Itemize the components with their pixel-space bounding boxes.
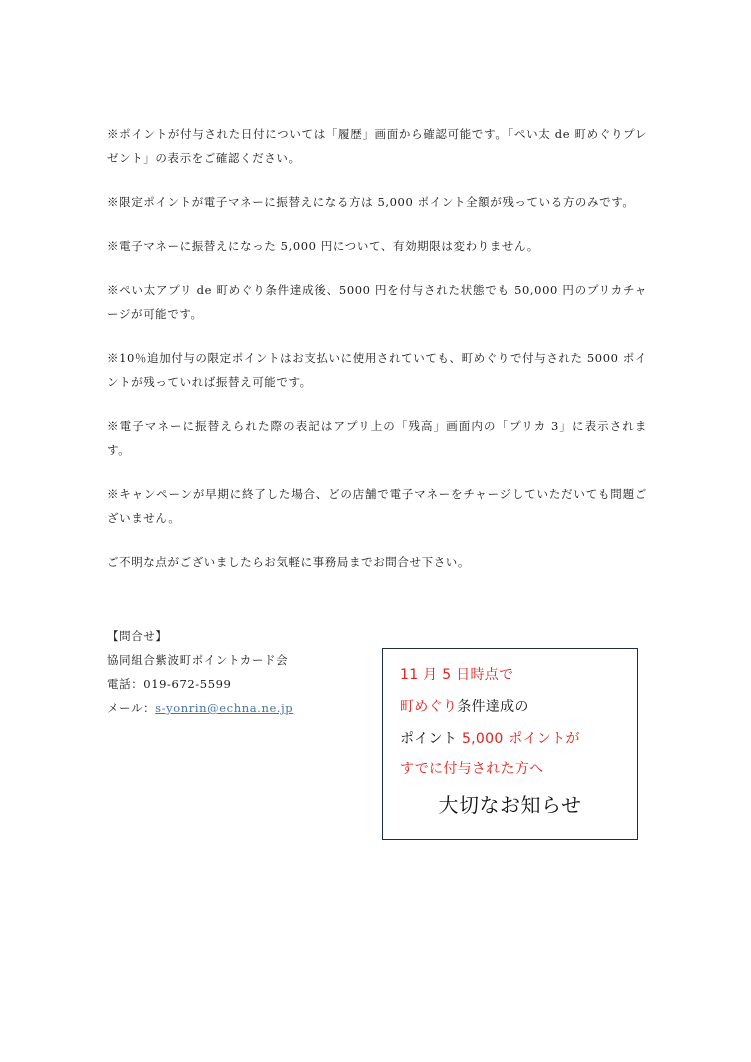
contact-phone: 電話：019-672-5599 (107, 677, 232, 691)
contact-block (107, 624, 377, 720)
notice-point-label: ポイント (400, 731, 458, 747)
notice-machimeguri: 町めぐり (400, 699, 458, 715)
notice-line-points (400, 728, 580, 748)
note-inquiry: ご不明な点がございましたらお気軽に事務局までお問合せ下さい。 (107, 555, 470, 569)
note-bonus-points: ※10％追加付与の限定ポイントはお支払いに使用されていても、町めぐりで付与された 5000 ポイントが残っていれば振替え可能です。 (107, 351, 648, 389)
notice-title: 大切なお知らせ (438, 793, 582, 817)
contact-org: 協同組合紫波町ポイントカード会 (107, 653, 289, 667)
contact-heading: 【問合せ】 (107, 629, 168, 643)
contact-mail-link[interactable]: s-yonrin@echna.ne.jp (155, 701, 294, 715)
note-full-amount: ※限定ポイントが電子マネーに振替えになる方は 5,000 ポイント全額が残っている方のみです。 (107, 195, 635, 209)
important-notice-box (382, 648, 638, 840)
notice-condition-met: 条件達成の (457, 699, 529, 715)
contact-mail-line (107, 696, 377, 720)
contact-mail-label: メール： (107, 701, 156, 715)
note-expiry: ※電子マネーに振替えになった 5,000 円について、有効期限は変わりません。 (107, 239, 539, 253)
notes-section (107, 122, 647, 594)
note-history-date: ※ポイントが付与された日付については「履歴」画面から確認可能です。「ぺい太 de 町めぐりプレゼント」の表示をご確認ください。 (107, 127, 647, 165)
notice-line-condition (400, 696, 529, 716)
notice-point-amount: 5,000 ポイントが (457, 731, 580, 747)
notice-line-date: 11 月 5 日時点で (400, 667, 514, 683)
note-balance-display: ※電子マネーに振替えられた際の表記はアプリ上の「残高」画面内の「プリカ 3」に表示されます。 (107, 419, 647, 457)
note-early-end: ※キャンペーンが早期に終了した場合、どの店舗で電子マネーをチャージしていただいても問題ございません。 (107, 487, 647, 525)
notice-line-recipients: すでに付与された方へ (400, 761, 544, 777)
note-precharge: ※ぺい太アプリ de 町めぐり条件達成後、5000 円を付与された状態でも 50,000 円のプリカチャージが可能です。 (107, 283, 647, 321)
